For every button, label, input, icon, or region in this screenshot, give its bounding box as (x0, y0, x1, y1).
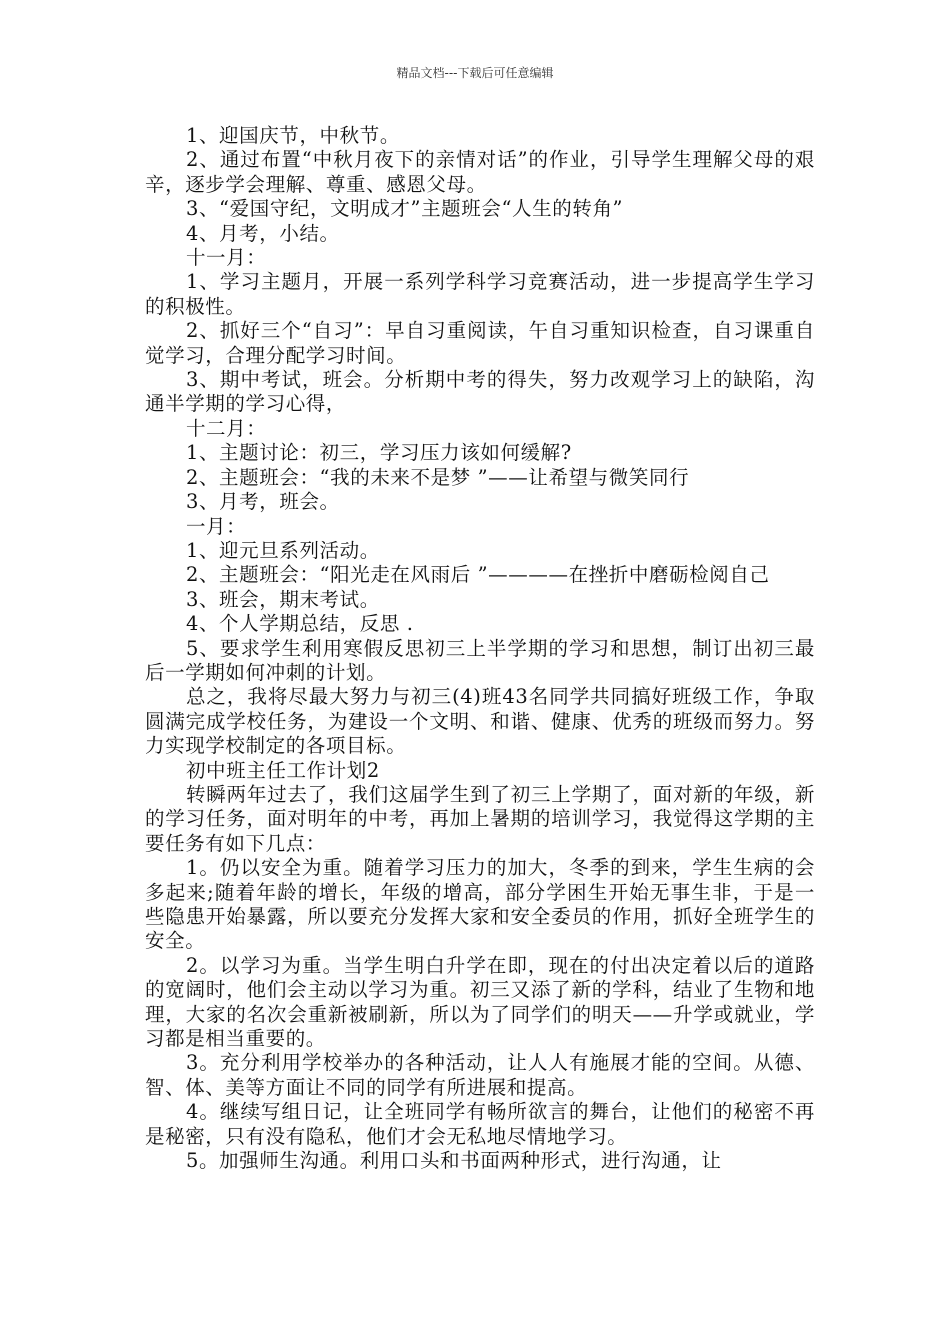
paragraph: 1、学习主题月，开展一系列学科学习竞赛活动，进一步提高学生学习的积极性。 (145, 270, 815, 318)
summary-paragraph: 总之，我将尽最大努力与初三(4)班43名同学共同搞好班级工作，争取圆满完成学校任务，为建设一个文明、和谐、健康、优秀的班级而努力。努力实现学校制定的各项目标。 (145, 685, 815, 758)
paragraph: 3。充分利用学校举办的各种活动，让人人有施展才能的空间。从德、智、体、美等方面让不同的同学有所进展和提高。 (145, 1051, 815, 1099)
paragraph: 2、通过布置“中秋月夜下的亲情对话”的作业，引导学生理解父母的艰辛，逐步学会理解、尊重、感恩父母。 (145, 148, 815, 196)
paragraph: 1、迎国庆节，中秋节。 (185, 124, 400, 147)
paragraph: 1、迎元旦系列活动。 (185, 538, 380, 562)
paragraph: 转瞬两年过去了，我们这届学生到了初三上学期了，面对新的年级，新的学习任务，面对明年的中考，再加上暑期的培训学习，我觉得这学期的主要任务有如下几点： (145, 782, 815, 855)
paragraph: 4、月考，小结。 (185, 221, 340, 245)
paragraph: 5、要求学生利用寒假反思初三上半学期的学习和思想，制订出初三最后一学期如何冲刺的计划。 (145, 636, 815, 684)
month-heading: 十二月： (185, 416, 267, 440)
paragraph: 5。加强师生沟通。利用口头和书面两种形式，进行沟通，让 (185, 1149, 722, 1173)
paragraph: 3、“爱国守纪，文明成才”主题班会“人生的转角” (185, 197, 624, 221)
paragraph: 1。仍以安全为重。随着学习压力的加大，冬季的到来，学生生病的会多起来;随着年龄的增长，年级的增高，部分学困生开始无事生非，于是一些隐患开始暴露，所以要充分发挥大家和安全委员的作用，抓好全班学生的安全。 (145, 856, 815, 953)
paragraph: 2、主题班会：“阳光走在风雨后 ”————在挫折中磨砺检阅自己 (185, 563, 770, 587)
month-heading: 一月： (185, 514, 247, 538)
paragraph: 4。继续写组日记，让全班同学有畅所欲言的舞台，让他们的秘密不再是秘密，只有没有隐私，他们才会无私地尽情地学习。 (145, 1100, 815, 1148)
paragraph: 4、个人学期总结，反思 . (185, 612, 414, 636)
paragraph: 2。以学习为重。当学生明白升学在即，现在的付出决定着以后的道路的宽阔时，他们会主动以学习为重。初三又添了新的学科，结业了生物和地理，大家的名次会重新被刷新，所以为了同学们的明天——升学或就业，学习都是相当重要的。 (145, 953, 815, 1051)
month-heading: 十一月： (185, 246, 267, 270)
paragraph: 1、主题讨论：初三，学习压力该如何缓解? (185, 441, 572, 465)
section-title: 初中班主任工作计划2 (185, 758, 380, 782)
paragraph: 3、班会，期末考试。 (185, 587, 380, 611)
paragraph: 2、抓好三个“自习”：早自习重阅读，午自习重知识检查，自习课重自觉学习，合理分配学习时间。 (145, 319, 815, 367)
paragraph: 2、主题班会：“我的未来不是梦 ”——让希望与微笑同行 (185, 465, 690, 489)
page-header: 精品文档---下载后可任意编辑 (396, 66, 554, 80)
paragraph: 3、期中考试，班会。分析期中考的得失，努力改观学习上的缺陷，沟通半学期的学习心得， (145, 368, 815, 416)
paragraph: 3、月考，班会。 (185, 490, 340, 514)
document-body (145, 124, 815, 1173)
